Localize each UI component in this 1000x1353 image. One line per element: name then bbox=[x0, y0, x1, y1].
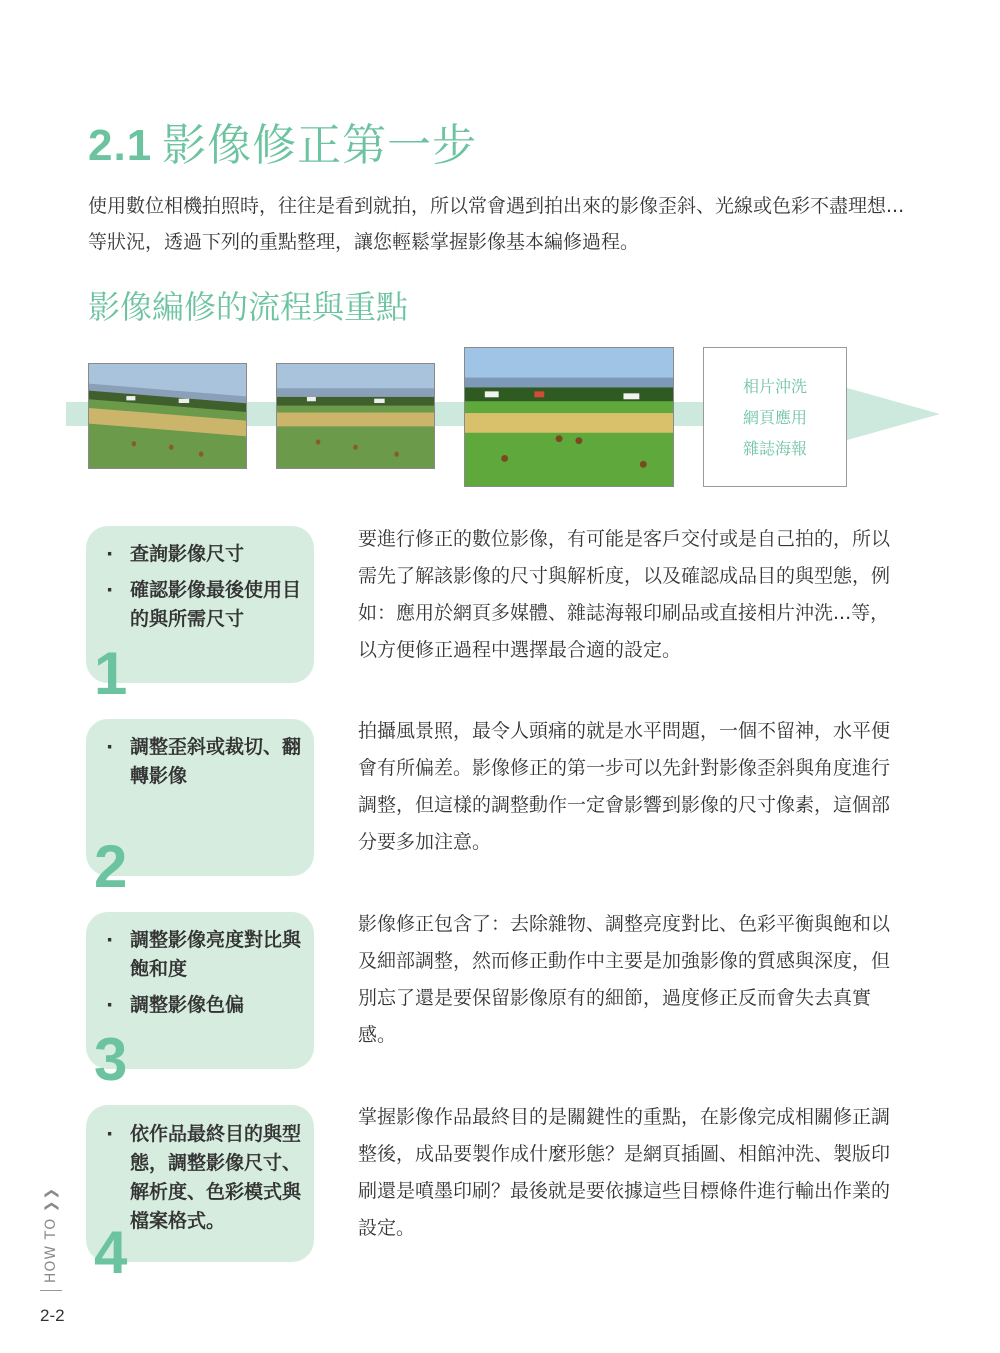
step-1-bullets bbox=[106, 540, 306, 641]
bullet-item: · 調整影像色偏 bbox=[106, 994, 245, 1016]
bullet-item: · 調整歪斜或裁切、翻轉影像 bbox=[106, 736, 302, 787]
landscape-photo-enhanced bbox=[464, 347, 674, 487]
step-1-description: 要進行修正的數位影像，有可能是客戶交付或是自己拍的，所以需先了解該影像的尺寸與解析度，以及確認成品目的與型態，例如：應用於網頁多媒體、雜誌海報印刷品或直接相片沖洗...等，以方便修正過程中選擇最合適的設定。 bbox=[358, 528, 891, 661]
step-number: 3 bbox=[94, 1026, 128, 1093]
step-3-description: 影像修正包含了：去除雜物、調整亮度對比、色彩平衡與飽和以及細部調整，然而修正動作中主要是加強影像的質感與深度，但別忘了還是要保留影像原有的細節，過度修正反而會失去真實感。 bbox=[358, 913, 891, 1046]
step-number: 4 bbox=[94, 1219, 128, 1286]
step-3-bullets bbox=[106, 926, 306, 1027]
step-4-bullets bbox=[106, 1120, 306, 1243]
intro-paragraph: 使用數位相機拍照時，往往是看到就拍，所以常會遇到拍出來的影像歪斜、光線或色彩不盡理想...等狀況，透過下列的重點整理，讓您輕鬆掌握影像基本編修過程。 bbox=[88, 195, 905, 253]
section-title bbox=[88, 118, 477, 174]
bullet-item: · 依作品最終目的與型態，調整影像尺寸、解析度、色彩模式與檔案格式。 bbox=[106, 1123, 302, 1232]
how-to-side-label: HOW TO ❯❯ bbox=[43, 1186, 60, 1284]
step-4-description: 掌握影像作品最終目的是關鍵性的重點，在影像完成相關修正調整後，成品要製作成什麼形態？是網頁插圖、相館沖洗、製版印刷還是噴墨印刷？最後就是要依據這些目標條件進行輸出作業的設定。 bbox=[358, 1106, 891, 1239]
step-number: 1 bbox=[94, 640, 128, 707]
landscape-photo-tilted bbox=[88, 363, 247, 469]
usage-item: 雜誌海報 bbox=[742, 438, 807, 458]
landscape-image bbox=[89, 364, 246, 468]
landscape-image bbox=[277, 364, 434, 468]
landscape-photo-straightened bbox=[276, 363, 435, 469]
step-2-description: 拍攝風景照，最令人頭痛的就是水平問題，一個不留神，水平便會有所偏差。影像修正的第一步可以先針對影像歪斜與角度進行調整，但這樣的調整動作一定會影響到影像的尺寸像素，這個部分要多加注意。 bbox=[358, 720, 891, 853]
section-number: 2.1 bbox=[88, 121, 153, 170]
bullet-item: · 調整影像亮度對比與飽和度 bbox=[106, 929, 302, 980]
flow-subtitle: 影像編修的流程與重點 bbox=[88, 288, 409, 326]
step-2-bullets bbox=[106, 733, 306, 798]
divider bbox=[40, 1290, 62, 1291]
bullet-item: · 查詢影像尺寸 bbox=[106, 543, 245, 565]
section-title-text: 影像修正第一步 bbox=[162, 120, 478, 171]
step-number: 2 bbox=[94, 833, 128, 900]
usage-box bbox=[703, 347, 847, 487]
flow-arrow-head-icon bbox=[840, 386, 940, 442]
landscape-image bbox=[465, 348, 673, 486]
usage-item: 網頁應用 bbox=[742, 407, 807, 427]
bullet-item: · 確認影像最後使用目的與所需尺寸 bbox=[106, 579, 302, 630]
usage-item: 相片沖洗 bbox=[742, 376, 807, 396]
page-number: 2-2 bbox=[40, 1306, 65, 1325]
